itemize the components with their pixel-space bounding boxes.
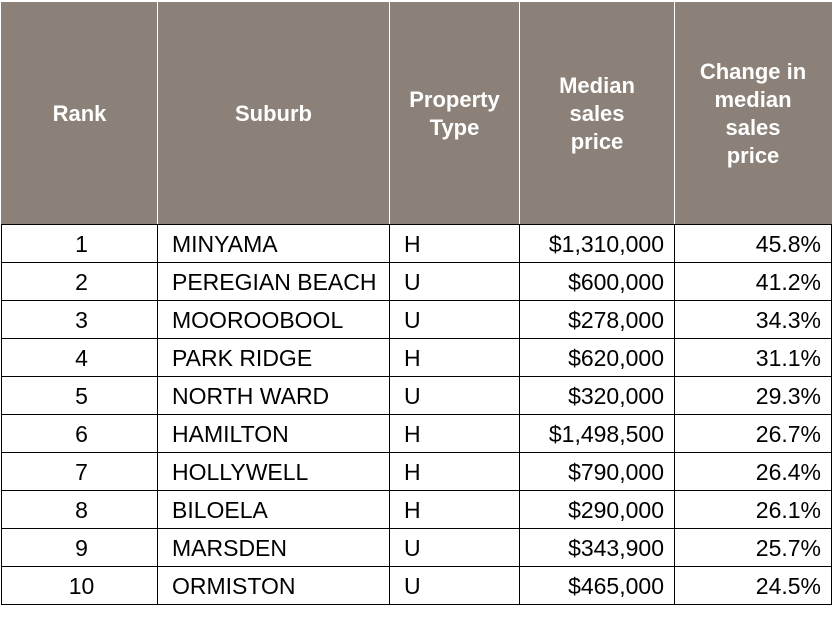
table-row <box>2 339 832 377</box>
table-row <box>2 225 832 263</box>
rank-cell: 5 <box>2 377 158 415</box>
property-type-cell: U <box>390 301 520 339</box>
median-price-cell: $320,000 <box>520 377 675 415</box>
table-row <box>2 377 832 415</box>
suburb-cell: HOLLYWELL <box>158 453 390 491</box>
header-suburb: Suburb <box>158 3 390 225</box>
suburb-cell: MINYAMA <box>158 225 390 263</box>
suburb-cell: HAMILTON <box>158 415 390 453</box>
suburb-cell: BILOELA <box>158 491 390 529</box>
rank-cell: 1 <box>2 225 158 263</box>
change-cell: 26.1% <box>675 491 832 529</box>
median-price-cell: $620,000 <box>520 339 675 377</box>
header-row <box>2 3 832 225</box>
table-row <box>2 529 832 567</box>
property-type-cell: H <box>390 225 520 263</box>
rank-cell: 3 <box>2 301 158 339</box>
median-price-cell: $290,000 <box>520 491 675 529</box>
rank-cell: 7 <box>2 453 158 491</box>
property-type-cell: U <box>390 529 520 567</box>
median-price-cell: $278,000 <box>520 301 675 339</box>
change-cell: 45.8% <box>675 225 832 263</box>
table-row <box>2 491 832 529</box>
change-cell: 26.4% <box>675 453 832 491</box>
median-price-cell: $790,000 <box>520 453 675 491</box>
suburb-cell: ORMISTON <box>158 567 390 605</box>
suburb-cell: NORTH WARD <box>158 377 390 415</box>
property-type-cell: U <box>390 263 520 301</box>
rank-cell: 8 <box>2 491 158 529</box>
suburb-cell: PEREGIAN BEACH <box>158 263 390 301</box>
table-row <box>2 263 832 301</box>
property-type-cell: H <box>390 491 520 529</box>
property-type-cell: U <box>390 567 520 605</box>
median-price-cell: $1,498,500 <box>520 415 675 453</box>
table-row <box>2 567 832 605</box>
header-rank: Rank <box>2 3 158 225</box>
median-price-cell: $343,900 <box>520 529 675 567</box>
change-cell: 26.7% <box>675 415 832 453</box>
suburb-cell: MARSDEN <box>158 529 390 567</box>
table-row <box>2 453 832 491</box>
change-cell: 31.1% <box>675 339 832 377</box>
rank-cell: 9 <box>2 529 158 567</box>
median-price-cell: $1,310,000 <box>520 225 675 263</box>
header-median-sales-price: Median sales price <box>520 3 675 225</box>
rank-cell: 10 <box>2 567 158 605</box>
change-cell: 29.3% <box>675 377 832 415</box>
property-type-cell: H <box>390 339 520 377</box>
median-price-cell: $465,000 <box>520 567 675 605</box>
suburb-ranking-table <box>1 2 832 605</box>
table-row <box>2 415 832 453</box>
table-row <box>2 301 832 339</box>
suburb-cell: PARK RIDGE <box>158 339 390 377</box>
rank-cell: 4 <box>2 339 158 377</box>
change-cell: 41.2% <box>675 263 832 301</box>
suburb-cell: MOOROOBOOL <box>158 301 390 339</box>
median-price-cell: $600,000 <box>520 263 675 301</box>
header-change-in-median-sales-price: Change in median sales price <box>675 3 832 225</box>
change-cell: 24.5% <box>675 567 832 605</box>
header-property-type: Property Type <box>390 3 520 225</box>
rank-cell: 6 <box>2 415 158 453</box>
property-type-cell: U <box>390 377 520 415</box>
change-cell: 34.3% <box>675 301 832 339</box>
rank-cell: 2 <box>2 263 158 301</box>
change-cell: 25.7% <box>675 529 832 567</box>
property-type-cell: H <box>390 453 520 491</box>
property-type-cell: H <box>390 415 520 453</box>
